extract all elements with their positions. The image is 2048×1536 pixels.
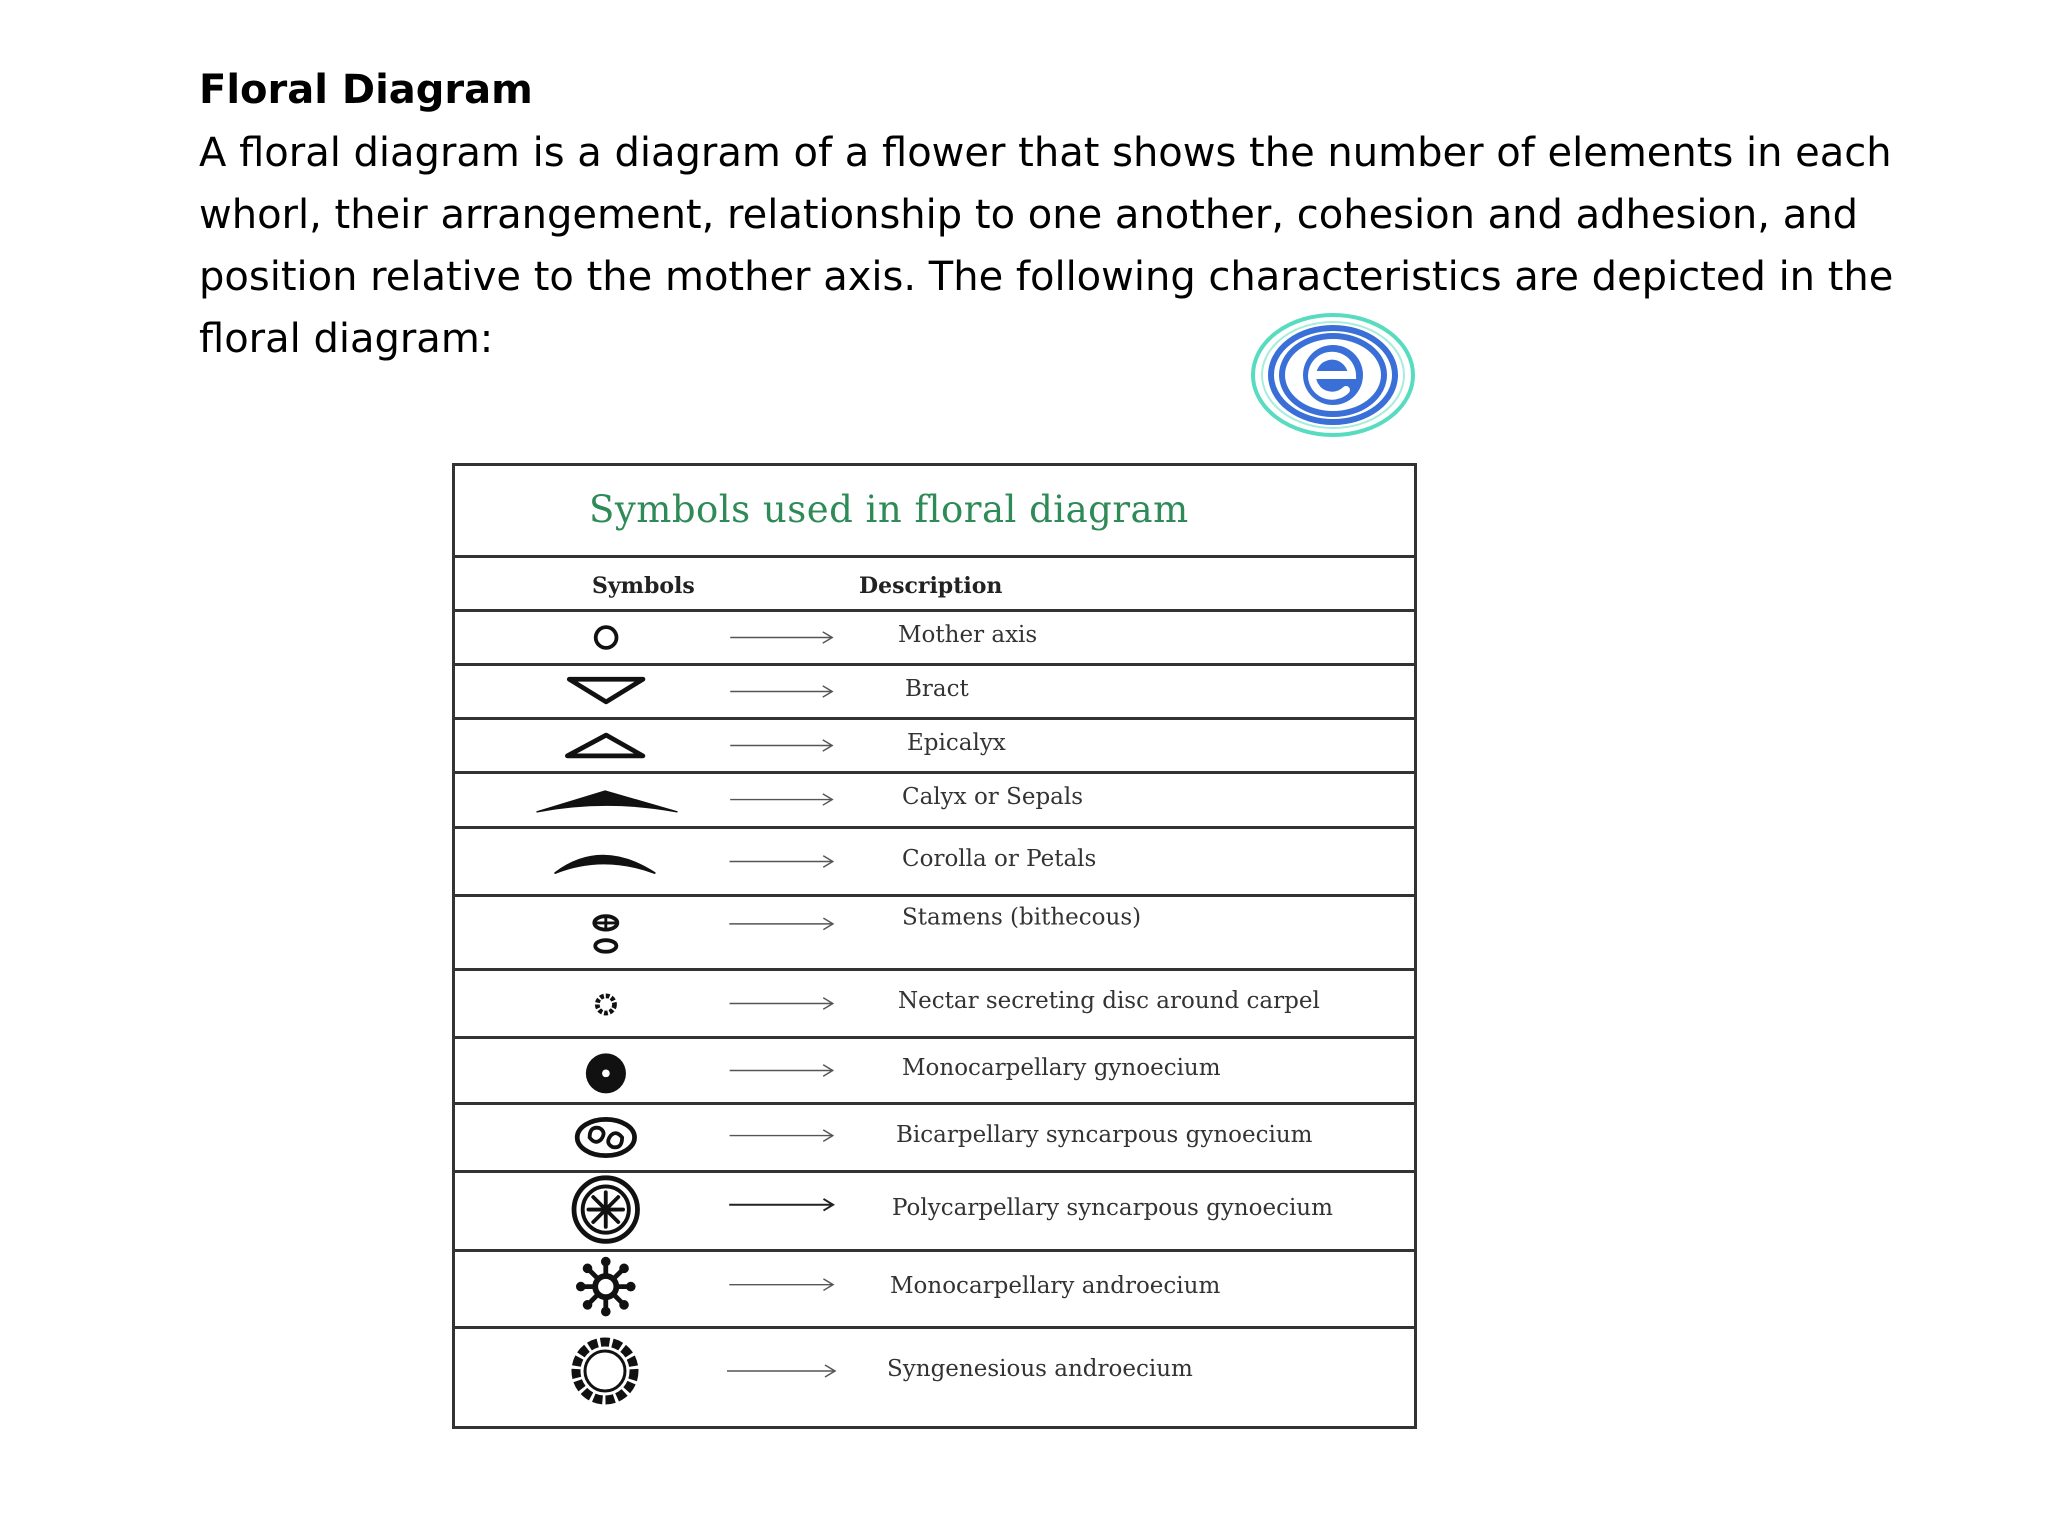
row-description: Calyx or Sepals (902, 783, 1084, 810)
table-row (455, 774, 1414, 829)
arrow-icon (725, 1252, 845, 1326)
row-description: Monocarpellary gynoecium (902, 1054, 1221, 1081)
table-row (455, 612, 1414, 666)
header-symbols: Symbols (592, 573, 695, 599)
arrow-icon (725, 971, 845, 1036)
arrow-icon (725, 829, 845, 894)
arrow-icon (725, 1329, 845, 1426)
slide-body (199, 122, 1999, 370)
arrow-icon (725, 897, 845, 968)
table-row (455, 1039, 1414, 1105)
body-line: floral diagram: (199, 316, 494, 362)
row-description: Bicarpellary syncarpous gynoecium (896, 1121, 1313, 1148)
syngenesious-androecium-icon (560, 1329, 690, 1426)
row-description: Nectar secreting disc around carpel (898, 987, 1320, 1014)
table-row (455, 1252, 1414, 1329)
epicalyx-icon (560, 720, 690, 771)
body-line: A floral diagram is a diagram of a flower that shows the number of elements in each (199, 130, 1892, 176)
body-line: position relative to the mother axis. The following characteristics are depicted in the (199, 254, 1894, 300)
bract-icon (560, 666, 690, 717)
arrow-icon (725, 1173, 845, 1249)
table-header (455, 558, 1414, 612)
arrow-icon (725, 1105, 845, 1170)
table-row (455, 666, 1414, 720)
arrow-icon (725, 774, 845, 826)
row-description: Polycarpellary syncarpous gynoecium (892, 1194, 1333, 1221)
row-description: Epicalyx (907, 729, 1006, 756)
calyx-icon (560, 774, 690, 826)
stamens-bithecous-icon (560, 897, 690, 968)
table-row (455, 829, 1414, 897)
arrow-icon (725, 666, 845, 717)
arrow-icon (725, 720, 845, 771)
row-description: Syngenesious androecium (887, 1355, 1193, 1382)
arrow-icon (725, 612, 845, 663)
polycarpellary-gynoecium-icon (560, 1173, 690, 1249)
e-logo-icon (1248, 312, 1422, 442)
mother-axis-icon (560, 612, 690, 663)
table-row (455, 1105, 1414, 1173)
corolla-icon (560, 829, 690, 894)
row-description: Bract (905, 675, 969, 702)
table-title: Symbols used in floral diagram (589, 488, 1189, 531)
symbols-table (452, 463, 1417, 1429)
slide-title: Floral Diagram (199, 67, 533, 113)
header-description: Description (859, 573, 1003, 599)
table-title-cell (455, 466, 1414, 558)
table-row (455, 1329, 1414, 1426)
monocarpellary-androecium-icon (560, 1252, 690, 1326)
row-description: Corolla or Petals (902, 845, 1097, 872)
arrow-icon (725, 1039, 845, 1102)
nectar-disc-icon (560, 971, 690, 1036)
row-description: Stamens (bithecous) (902, 903, 1142, 930)
table-row (455, 1173, 1414, 1252)
table-row (455, 971, 1414, 1039)
monocarpellary-gynoecium-icon (560, 1039, 690, 1102)
bicarpellary-gynoecium-icon (560, 1105, 690, 1170)
row-description: Mother axis (898, 621, 1038, 648)
body-line: whorl, their arrangement, relationship to one another, cohesion and adhesion, and (199, 192, 1858, 238)
row-description: Monocarpellary androecium (890, 1272, 1221, 1299)
table-row (455, 897, 1414, 971)
table-row (455, 720, 1414, 774)
